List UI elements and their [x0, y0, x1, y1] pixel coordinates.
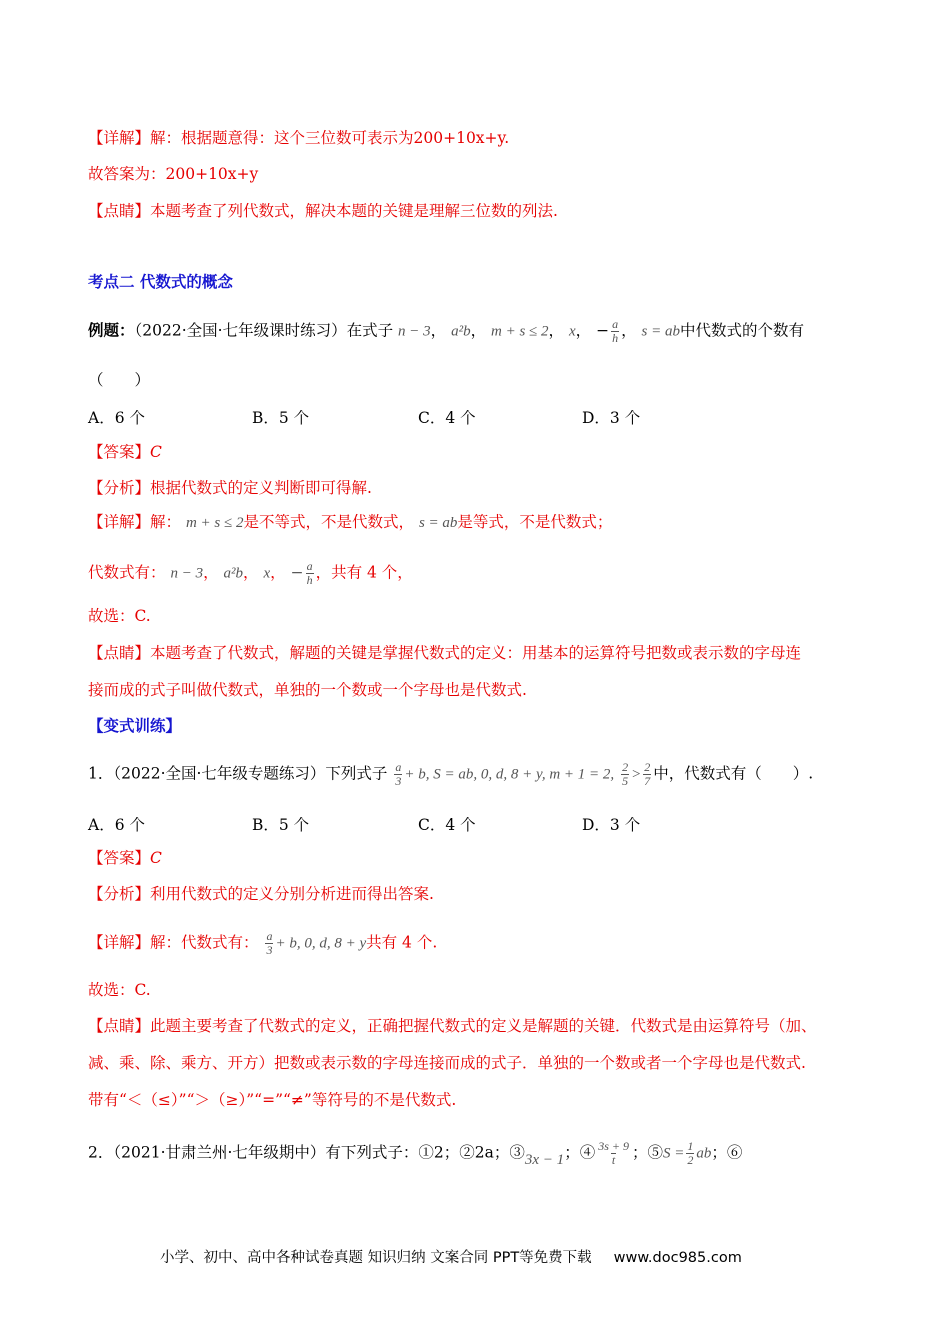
- answer-tag: 【答案】: [88, 849, 151, 867]
- q1-option-d: D．3 个: [582, 816, 641, 834]
- comment-line-1: [88, 201, 558, 221]
- comment-tag: 【点睛】: [88, 202, 151, 220]
- list-frac-num: a: [306, 559, 313, 573]
- q1-question: [88, 761, 813, 788]
- detail-expr2: s = ab: [418, 515, 458, 531]
- q1-d-frac-den: 3: [266, 943, 273, 957]
- detail-prefix: 解：代数式有：: [150, 933, 259, 952]
- q2-f5-den: 2: [687, 1153, 694, 1167]
- q2-expr3: 3x − 1: [524, 1151, 565, 1168]
- q1-option-a: A．6 个: [88, 816, 145, 834]
- detail-end: 共有 4 个.: [366, 933, 438, 952]
- q2-question: [88, 1140, 742, 1167]
- q1-choose: 故选：C.: [88, 981, 151, 999]
- footer-text: 小学、初中、高中各种试卷真题 知识归纳 文案合同 PPT等免费下载: [160, 1250, 592, 1266]
- example-option-d: D．3 个: [582, 409, 641, 427]
- detail-prefix: 解：: [150, 513, 182, 531]
- q1-expr-mid: + b, S = ab, 0, d, 8 + y, m + 1 = 2,: [404, 766, 615, 783]
- q2-source: （2021·甘肃兰州·七年级期中）有下列式子：①2；②2a；③: [113, 1143, 525, 1162]
- list-end: ，共有 4 个，: [315, 563, 413, 582]
- q1-option-b: B．5 个: [252, 816, 310, 834]
- q1-f3-num: 2: [644, 760, 651, 774]
- example-expr6: s = ab: [641, 323, 680, 340]
- q1-answer: [88, 848, 162, 868]
- q2-f5-num: 1: [687, 1139, 694, 1153]
- comment-text-1: 本题考查了代数式，解题的关键是掌握代数式的定义：用基本的运算符号把数或表示数的字母连: [150, 644, 802, 662]
- q1-f1-num: a: [395, 760, 402, 774]
- example-list: 代数式有： n − 3， a²b， x， − $\frac{a}{h}$ ，共有 4 个，: [88, 559, 413, 587]
- q1-f1-den: 3: [395, 774, 402, 788]
- q1-fraction-2: [621, 761, 629, 788]
- q1-comment-2: 减、乘、除、乘方、开方）把数或表示数的字母连接而成的式子．单独的一个数或者一个字母也是代数式.: [88, 1054, 806, 1072]
- q2-num: 2．: [88, 1143, 114, 1162]
- q1-fraction-3: [643, 761, 651, 788]
- q1-d-frac-num: a: [266, 929, 273, 943]
- q1-f3-den: 7: [644, 774, 651, 788]
- example-tail: 中代数式的个数有: [679, 321, 804, 340]
- comment-tag: 【点睛】: [88, 644, 151, 662]
- list-expr3: x: [263, 565, 271, 582]
- q1-detail-fraction: [265, 930, 273, 957]
- example-option-a: A．6 个: [88, 409, 145, 427]
- example-paren: （ ）: [88, 371, 151, 389]
- variant-title: 【变式训练】: [88, 716, 182, 735]
- q2-expr5-post: ab: [696, 1145, 712, 1162]
- q2-f4-num: 3s + 9: [598, 1139, 629, 1153]
- example-frac-den: h: [612, 331, 619, 345]
- detail-tag: 【详解】: [88, 129, 151, 147]
- example-comment-2: 接而成的式子叫做代数式，单独的一个数或一个字母也是代数式.: [88, 681, 527, 699]
- answer-value: C: [150, 443, 162, 461]
- example-frac-num: a: [612, 317, 619, 331]
- q1-f2-den: 5: [622, 774, 629, 788]
- q1-num: 1．: [88, 764, 114, 783]
- q1-detail: [88, 930, 437, 957]
- q1-f2-num: 2: [622, 760, 629, 774]
- q2-sep5: ；⑤: [631, 1143, 663, 1162]
- example-detail: [88, 512, 612, 533]
- q1-fraction-1: [394, 761, 402, 788]
- comment-text: 本题考查了列代数式，解决本题的关键是理解三位数的列法.: [150, 202, 558, 220]
- page-footer: [160, 1246, 742, 1267]
- q1-comment-1: [88, 1016, 817, 1036]
- list-frac-den: h: [306, 573, 313, 587]
- example-expr1: n − 3: [398, 323, 431, 340]
- footer-url[interactable]: www.doc985.com: [613, 1250, 742, 1266]
- answer-value: C: [150, 849, 162, 867]
- example-expr4: x: [568, 323, 576, 340]
- comment-text-1: 此题主要考查了代数式的定义，正确把握代数式的定义是解题的关键．代数式是由运算符号（加、: [150, 1017, 817, 1035]
- comment-tag: 【点睛】: [88, 1017, 151, 1035]
- analysis-tag: 【分析】: [88, 885, 151, 903]
- example-expr3: m + s ≤ 2: [491, 323, 549, 340]
- example-question: 例题：（2022·全国·七年级课时练习）在式子 n − 3， a²b， m + s ≤ 2， x， − $\frac{a}{h}$ ， s = ab中代数式的个数有: [88, 317, 804, 345]
- example-option-b: B．5 个: [252, 409, 310, 427]
- list-fraction: [306, 560, 314, 587]
- q1-tail: 中，代数式有（ ）.: [653, 764, 814, 783]
- q1-gt: >: [631, 766, 642, 783]
- q2-sep6: ；⑥: [711, 1143, 743, 1162]
- answer-line-1: 故答案为：200+10x+y: [88, 165, 259, 183]
- detail-text: 解：根据题意得：这个三位数可表示为200+10x+y.: [150, 129, 510, 147]
- q1-option-c: C．4 个: [418, 816, 476, 834]
- example-source: （2022·全国·七年级课时练习）在式子: [134, 321, 394, 340]
- example-comment-1: [88, 643, 801, 663]
- q2-f4-den: t: [611, 1153, 616, 1167]
- example-expr2: a²b: [451, 323, 471, 340]
- analysis-text: 根据代数式的定义判断即可得解.: [150, 479, 372, 497]
- detail-mid: 是不等式，不是代数式，: [243, 513, 415, 531]
- q2-expr5-pre: S =: [663, 1145, 685, 1162]
- detail-expr1: m + s ≤ 2: [185, 515, 244, 531]
- q1-source: （2022·全国·七年级专题练习）下列式子: [113, 764, 388, 783]
- answer-tag: 【答案】: [88, 443, 151, 461]
- q1-comment-3: 带有“＜（≤）”“＞（≥）”“=”“≠”等符号的不是代数式.: [88, 1091, 457, 1109]
- list-prefix: 代数式有：: [88, 563, 166, 582]
- detail-tag: 【详解】: [88, 513, 151, 531]
- list-expr1: n − 3: [170, 565, 204, 582]
- list-expr2: a²b: [223, 565, 244, 582]
- q2-fraction-5: [686, 1140, 694, 1167]
- analysis-text: 利用代数式的定义分别分析进而得出答案.: [150, 885, 434, 903]
- example-analysis: [88, 478, 372, 498]
- q1-detail-expr: + b, 0, d, 8 + y: [275, 935, 367, 952]
- detail-tag: 【详解】: [88, 933, 151, 952]
- detail-end: 是等式，不是代数式；: [457, 513, 613, 531]
- q2-fraction-4: [597, 1140, 630, 1167]
- q1-analysis: [88, 884, 434, 904]
- q2-sep4: ；④: [564, 1143, 596, 1162]
- section-title: 考点二 代数式的概念: [88, 272, 233, 291]
- example-option-c: C．4 个: [418, 409, 476, 427]
- detail-line-1: [88, 128, 509, 148]
- example-answer: [88, 442, 162, 462]
- analysis-tag: 【分析】: [88, 479, 151, 497]
- example-fraction: [611, 318, 619, 345]
- example-label: 例题：: [88, 320, 135, 340]
- example-choose: 故选：C.: [88, 607, 151, 625]
